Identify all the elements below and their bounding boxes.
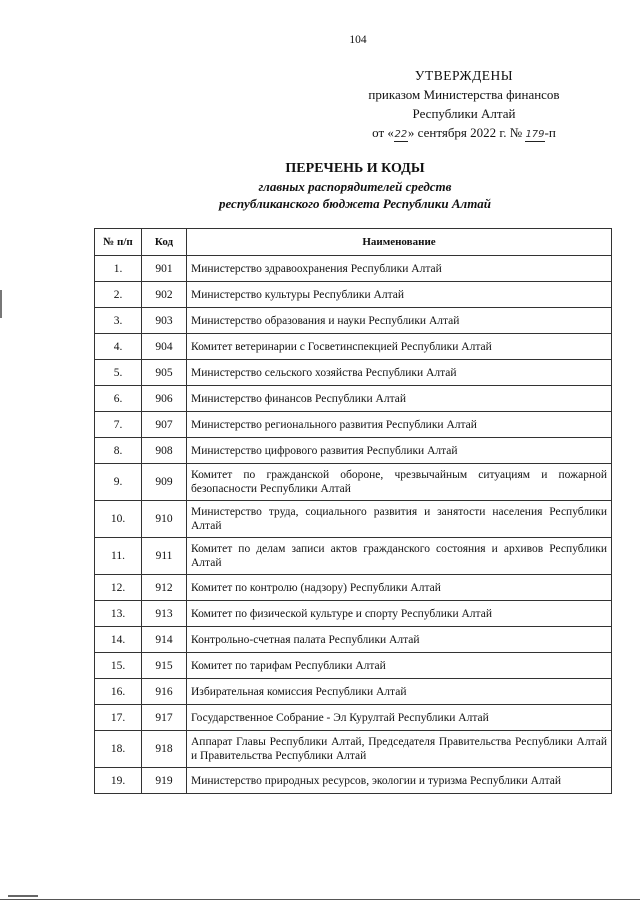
row-number: 7. <box>95 412 142 438</box>
row-code: 915 <box>142 653 187 679</box>
row-name: Министерство цифрового развития Республики Алтай <box>187 438 612 464</box>
row-code: 916 <box>142 679 187 705</box>
approval-order-line: приказом Министерства финансов <box>368 87 560 102</box>
row-code: 909 <box>142 464 187 501</box>
row-code: 918 <box>142 731 187 768</box>
row-name: Комитет по контролю (надзору) Республики Алтай <box>187 575 612 601</box>
row-name: Комитет ветеринарии с Госветинспекцией Республики Алтай <box>187 334 612 360</box>
table-row <box>95 412 612 438</box>
row-number: 12. <box>95 575 142 601</box>
handwritten-day: 22 <box>394 129 408 140</box>
row-name: Министерство образования и науки Республики Алтай <box>187 308 612 334</box>
header-code: Код <box>142 229 187 256</box>
row-code: 914 <box>142 627 187 653</box>
row-name: Министерство культуры Республики Алтай <box>187 282 612 308</box>
row-code: 902 <box>142 282 187 308</box>
row-number: 16. <box>95 679 142 705</box>
title-line-1: ПЕРЕЧЕНЬ И КОДЫ <box>285 161 425 176</box>
row-code: 917 <box>142 705 187 731</box>
row-number: 10. <box>95 501 142 538</box>
row-number: 4. <box>95 334 142 360</box>
row-name: Контрольно-счетная палата Республики Алтай <box>187 627 612 653</box>
table-row <box>95 653 612 679</box>
document-title <box>170 160 540 212</box>
row-number: 9. <box>95 464 142 501</box>
row-code: 912 <box>142 575 187 601</box>
table-row <box>95 501 612 538</box>
order-suffix: -п <box>544 125 556 140</box>
approval-date-line <box>330 123 598 142</box>
table-row <box>95 386 612 412</box>
table-row <box>95 464 612 501</box>
row-name: Министерство финансов Республики Алтай <box>187 386 612 412</box>
table-row <box>95 627 612 653</box>
row-code: 901 <box>142 256 187 282</box>
page-number: 104 <box>349 34 367 46</box>
row-name: Министерство природных ресурсов, экологии и туризма Республики Алтай <box>187 768 612 794</box>
row-number: 5. <box>95 360 142 386</box>
row-name: Комитет по тарифам Республики Алтай <box>187 653 612 679</box>
row-code: 919 <box>142 768 187 794</box>
row-name: Комитет по гражданской обороне, чрезвычайным ситуациям и пожарной безопасности Республики Алтай <box>187 464 612 501</box>
scan-bottom-line <box>0 899 640 900</box>
row-code: 910 <box>142 501 187 538</box>
budget-administrators-table <box>94 228 612 794</box>
approved-heading: УТВЕРЖДЕНЫ <box>414 68 514 83</box>
row-code: 904 <box>142 334 187 360</box>
table-row <box>95 438 612 464</box>
scan-bottom-tick <box>8 895 38 897</box>
row-name: Министерство здравоохранения Республики Алтай <box>187 256 612 282</box>
table-row <box>95 768 612 794</box>
row-name: Министерство регионального развития Республики Алтай <box>187 412 612 438</box>
row-code: 903 <box>142 308 187 334</box>
date-prefix: от « <box>372 125 394 140</box>
table-row <box>95 601 612 627</box>
row-name: Комитет по физической культуре и спорту Республики Алтай <box>187 601 612 627</box>
table-row <box>95 538 612 575</box>
row-code: 905 <box>142 360 187 386</box>
row-number: 13. <box>95 601 142 627</box>
row-number: 14. <box>95 627 142 653</box>
table-body <box>95 256 612 794</box>
table-row <box>95 334 612 360</box>
row-number: 17. <box>95 705 142 731</box>
row-name: Министерство сельского хозяйства Республики Алтай <box>187 360 612 386</box>
handwritten-order-number: 179 <box>525 129 545 140</box>
table-row <box>95 256 612 282</box>
row-name: Комитет по делам записи актов гражданского состояния и архивов Республики Алтай <box>187 538 612 575</box>
title-line-3: республиканского бюджета Республики Алтай <box>218 196 492 211</box>
approval-block <box>330 66 598 142</box>
row-name: Государственное Собрание - Эл Курултай Республики Алтай <box>187 705 612 731</box>
row-code: 911 <box>142 538 187 575</box>
table-row <box>95 360 612 386</box>
header-num: № п/п <box>95 229 142 256</box>
table-row <box>95 731 612 768</box>
row-number: 19. <box>95 768 142 794</box>
table-row <box>95 575 612 601</box>
row-name: Аппарат Главы Республики Алтай, Председателя Правительства Республики Алтай и Правительства Республики Алтай <box>187 731 612 768</box>
row-number: 6. <box>95 386 142 412</box>
table-row <box>95 705 612 731</box>
row-code: 907 <box>142 412 187 438</box>
table-row <box>95 282 612 308</box>
approval-republic-line: Республики Алтай <box>412 106 516 121</box>
row-number: 3. <box>95 308 142 334</box>
row-code: 908 <box>142 438 187 464</box>
table-header-row <box>95 229 612 256</box>
row-number: 11. <box>95 538 142 575</box>
row-number: 2. <box>95 282 142 308</box>
row-name: Министерство труда, социального развития и занятости населения Республики Алтай <box>187 501 612 538</box>
row-number: 8. <box>95 438 142 464</box>
row-number: 1. <box>95 256 142 282</box>
row-code: 913 <box>142 601 187 627</box>
scan-edge-mark <box>0 290 2 318</box>
row-code: 906 <box>142 386 187 412</box>
header-name: Наименование <box>187 229 612 256</box>
row-name: Избирательная комиссия Республики Алтай <box>187 679 612 705</box>
table-row <box>95 679 612 705</box>
table-row <box>95 308 612 334</box>
row-number: 18. <box>95 731 142 768</box>
date-middle: » сентября 2022 г. № <box>407 125 523 140</box>
row-number: 15. <box>95 653 142 679</box>
title-line-2: главных распорядителей средств <box>258 179 452 194</box>
